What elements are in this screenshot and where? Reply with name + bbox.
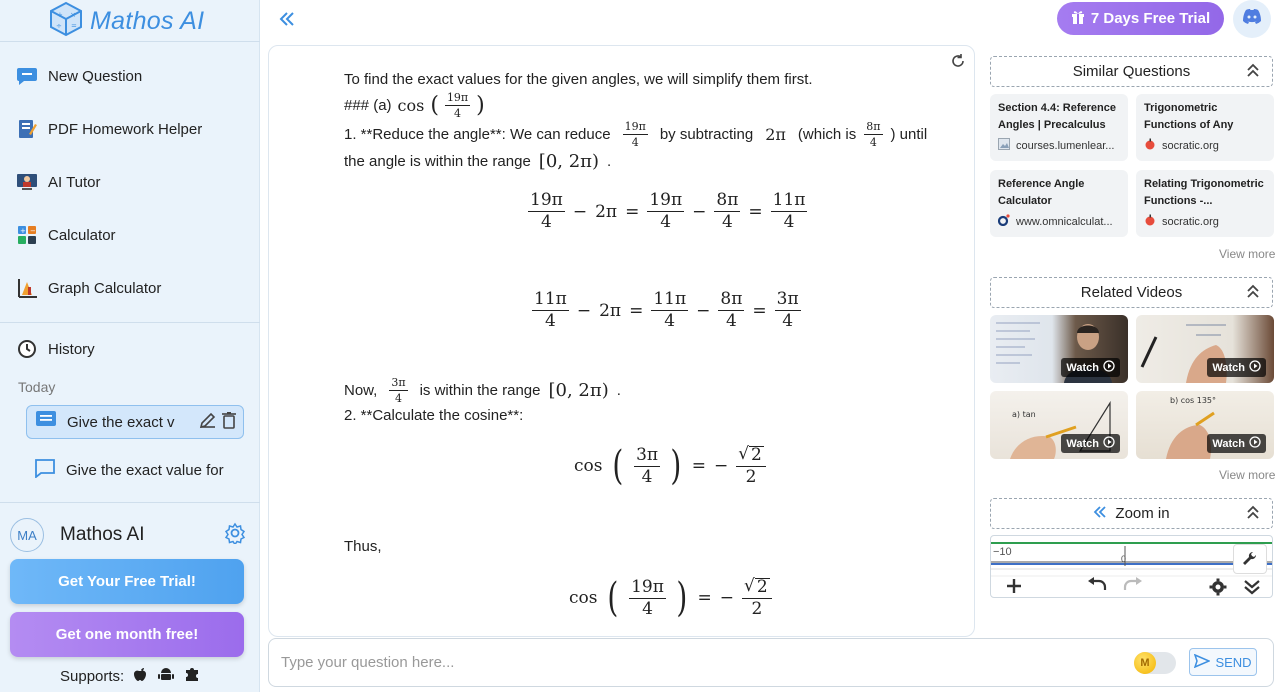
nav-new-question[interactable] [16, 63, 142, 89]
watch-badge: Watch [1207, 434, 1266, 453]
svg-text:×: × [70, 10, 76, 19]
step1-text-a: 1. **Reduce the angle**: We can reduce [344, 126, 611, 143]
send-label: SEND [1215, 654, 1252, 670]
svg-text:+: + [20, 227, 26, 235]
send-button[interactable] [1189, 648, 1257, 676]
play-circle-icon [1103, 360, 1115, 375]
video-thumbnail[interactable] [1136, 315, 1274, 383]
question-input-bar [268, 638, 1274, 687]
fraction: $\frac{11\pi}{4}$ [653, 289, 687, 331]
history-item-active[interactable] [26, 405, 244, 439]
svg-text:=: = [71, 21, 77, 30]
plus-icon[interactable] [1005, 577, 1023, 598]
now-text-b: is within the range [419, 382, 541, 399]
fraction: $\frac{8\pi}{4}$ [720, 289, 743, 331]
question-source: socratic.org [1144, 138, 1266, 153]
discord-icon [1242, 9, 1262, 29]
range: [0, 2π) [548, 380, 609, 401]
fraction: $\frac{8\pi}{4}$ [866, 120, 881, 149]
fraction: $\frac{8\pi}{4}$ [716, 190, 739, 232]
user-row [10, 516, 250, 554]
svg-text:a) tan: a) tan [1012, 410, 1036, 419]
nav-label: AI Tutor [48, 173, 101, 191]
socratic-apple-icon [1144, 138, 1156, 153]
svg-text:+: + [57, 10, 63, 19]
nav-history[interactable] [16, 336, 95, 362]
fraction: $\frac{3\pi}{4}$ [636, 444, 659, 487]
zoom-label: Zoom in [1115, 505, 1170, 522]
supports-label: Supports: [60, 667, 125, 685]
section-title: Similar Questions [1072, 63, 1191, 80]
range: [0, 2π) [538, 151, 600, 172]
question-source: socratic.org [1144, 214, 1266, 229]
equation-3: cos ( $\frac{3\pi}{4}$ ) = − √ 2 2 [574, 446, 766, 486]
sidebar-divider [0, 502, 260, 503]
answer-heading [344, 92, 485, 119]
discord-button[interactable] [1233, 0, 1271, 38]
sidebar [0, 0, 260, 692]
view-more-questions-link[interactable]: View more [1219, 247, 1276, 261]
question-source: www.omnicalculat... [998, 214, 1120, 229]
trial-label: 7 Days Free Trial [1090, 10, 1211, 27]
graph-icon [16, 277, 38, 299]
fraction: $\frac{11\pi}{4}$ [534, 289, 567, 331]
omnicalculator-icon [998, 214, 1010, 229]
watch-badge: Watch [1061, 358, 1120, 377]
similar-question-card[interactable] [990, 170, 1128, 237]
avatar[interactable]: MA [10, 518, 44, 552]
related-videos-header[interactable] [990, 277, 1273, 308]
svg-text:b) cos 135°: b) cos 135° [1170, 396, 1217, 405]
zoom-in-toggle[interactable] [1093, 505, 1169, 523]
double-chevron-up-icon[interactable] [1246, 504, 1260, 523]
step1-text-c: (which is [797, 126, 857, 143]
play-circle-icon [1103, 436, 1115, 451]
clock-history-icon [16, 338, 38, 360]
history-item[interactable] [26, 453, 244, 487]
fraction: $\frac{11\pi}{4}$ [772, 190, 806, 232]
fraction: $\frac{3\pi}{4}$ [391, 376, 406, 405]
view-more-videos-link[interactable]: View more [1219, 468, 1276, 482]
video-thumbnail[interactable] [1136, 391, 1274, 459]
month-free-button[interactable]: Get one month free! [10, 612, 244, 657]
paren-left: ( [430, 93, 439, 118]
history-item-label: Give the exact v [67, 413, 175, 431]
gift-icon [1071, 9, 1085, 29]
question-title: Trigonometric Functions of Any [1144, 102, 1234, 131]
step1-text-b: by subtracting [659, 126, 754, 143]
history-item-label: Give the exact value for [66, 461, 224, 479]
double-chevron-left-icon [1093, 505, 1107, 523]
coin-icon: M [1134, 652, 1156, 674]
socratic-apple-icon [1144, 214, 1156, 229]
double-chevron-down-icon[interactable] [1243, 578, 1261, 598]
apple-icon[interactable] [134, 666, 148, 686]
gear-icon[interactable] [1209, 578, 1227, 598]
trash-icon[interactable] [221, 411, 237, 433]
svg-text:÷: ÷ [56, 21, 62, 30]
chat-outline-icon [34, 458, 56, 482]
heading-func: cos [397, 96, 425, 115]
supports-row [60, 666, 200, 686]
user-name: Mathos AI [60, 524, 145, 545]
nav-ai-tutor[interactable] [16, 169, 101, 195]
similar-questions-header[interactable] [990, 56, 1273, 87]
step2-text: 2. **Calculate the cosine**: [344, 407, 524, 424]
nav-label: Calculator [48, 226, 116, 244]
android-icon[interactable] [158, 666, 174, 686]
fraction: $\frac{19\pi}{4}$ [631, 576, 664, 619]
chat-bubble-icon [16, 65, 38, 87]
nav-graph-calculator[interactable] [16, 275, 161, 301]
equation-4: cos ( $\frac{19\pi}{4}$ ) = − √ 2 2 [569, 578, 772, 618]
send-arrow-icon [1194, 654, 1210, 671]
puzzle-extension-icon[interactable] [184, 666, 200, 686]
video-thumbnail[interactable] [990, 391, 1128, 459]
question-title: Relating Trigonometric Functions -... [1144, 178, 1264, 207]
chat-lines-icon [35, 410, 57, 434]
period: . [616, 382, 621, 399]
collapse-sidebar-button[interactable] [278, 8, 296, 34]
edit-icon[interactable] [199, 411, 217, 433]
play-circle-icon [1249, 436, 1261, 451]
thus-text: Thus, [344, 538, 382, 555]
step1-text-e: the angle is within the range [344, 153, 531, 170]
graph-widget[interactable] [990, 535, 1273, 598]
pdf-book-icon [16, 118, 38, 140]
question-title: Section 4.4: Reference Angles | Precalculus [998, 102, 1116, 131]
section-title: Related Videos [1080, 284, 1183, 301]
fraction: √ 2 2 [742, 578, 772, 618]
period: . [607, 153, 612, 170]
answer-intro: To find the exact values for the given angles, we will simplify them first. [344, 71, 813, 88]
image-favicon-icon [998, 138, 1010, 153]
redo-icon[interactable] [1123, 577, 1143, 598]
nav-label: History [48, 340, 95, 358]
fraction: $\frac{19\pi}{4}$ [446, 91, 469, 120]
now-line [344, 377, 621, 404]
watch-badge: Watch [1207, 358, 1266, 377]
video-thumbnail[interactable] [990, 315, 1128, 383]
equation-2: $\frac{11\pi}{4}$ − 2π = $\frac{11\pi}{4}$ − $\frac{8\pi}{4}$ = $\frac{3\pi}{4}$ [534, 289, 799, 331]
step1-text-d: ) until [890, 126, 928, 143]
nav-label: PDF Homework Helper [48, 120, 203, 138]
nav-pdf-homework-helper[interactable] [16, 116, 202, 142]
fraction: √ 2 2 [736, 446, 766, 486]
nav-calculator[interactable] [16, 222, 116, 248]
logo-text: Mathos AI [90, 6, 205, 35]
similar-question-card[interactable] [990, 94, 1128, 161]
calculator-icon [16, 224, 38, 246]
svg-text:−: − [30, 227, 36, 235]
zoom-header[interactable] [990, 498, 1273, 529]
graph-tick-zero: 0 [1121, 554, 1127, 564]
gear-icon[interactable] [224, 522, 246, 549]
step1-line-2 [344, 151, 611, 172]
tutor-screen-icon [16, 171, 38, 193]
heading-prefix: ### (a) [344, 97, 392, 114]
play-circle-icon [1249, 360, 1261, 375]
logo[interactable] [48, 2, 204, 40]
question-title: Reference Angle Calculator [998, 178, 1085, 207]
similar-question-card[interactable] [1136, 170, 1274, 237]
similar-question-card[interactable] [1136, 94, 1274, 161]
logo-cube-icon [48, 1, 84, 42]
fraction: $\frac{19\pi}{4}$ [530, 190, 563, 232]
fraction: $\frac{19\pi}{4}$ [624, 120, 646, 149]
coin-toggle[interactable] [1134, 652, 1176, 674]
fraction: $\frac{19\pi}{4}$ [649, 190, 683, 232]
step1-line [344, 121, 927, 148]
two-pi: 2π [765, 125, 786, 144]
watch-badge: Watch [1061, 434, 1120, 453]
nav-label: Graph Calculator [48, 279, 162, 297]
sidebar-divider [0, 322, 260, 323]
refresh-icon[interactable] [950, 53, 966, 74]
wrench-icon[interactable] [1233, 544, 1267, 574]
double-chevron-up-icon[interactable] [1246, 62, 1260, 81]
fraction: $\frac{3\pi}{4}$ [776, 289, 799, 331]
equation-1: $\frac{19\pi}{4}$ − 2π = $\frac{19\pi}{4}$ − $\frac{8\pi}{4}$ = $\frac{11\pi}{4}$ [530, 190, 806, 232]
sidebar-divider [0, 41, 260, 42]
question-input[interactable] [269, 654, 1109, 671]
today-label: Today [18, 379, 56, 395]
now-text-a: Now, [344, 382, 378, 399]
free-trial-button[interactable]: Get Your Free Trial! [10, 559, 244, 604]
double-chevron-left-icon [278, 8, 296, 33]
graph-tick-label: −10 [993, 546, 1012, 558]
undo-icon[interactable] [1087, 577, 1107, 598]
seven-day-trial-button[interactable] [1057, 2, 1224, 35]
nav-label: New Question [48, 67, 143, 85]
question-source: courses.lumenlear... [998, 138, 1120, 153]
double-chevron-up-icon[interactable] [1246, 283, 1260, 302]
paren-right: ) [476, 93, 485, 118]
